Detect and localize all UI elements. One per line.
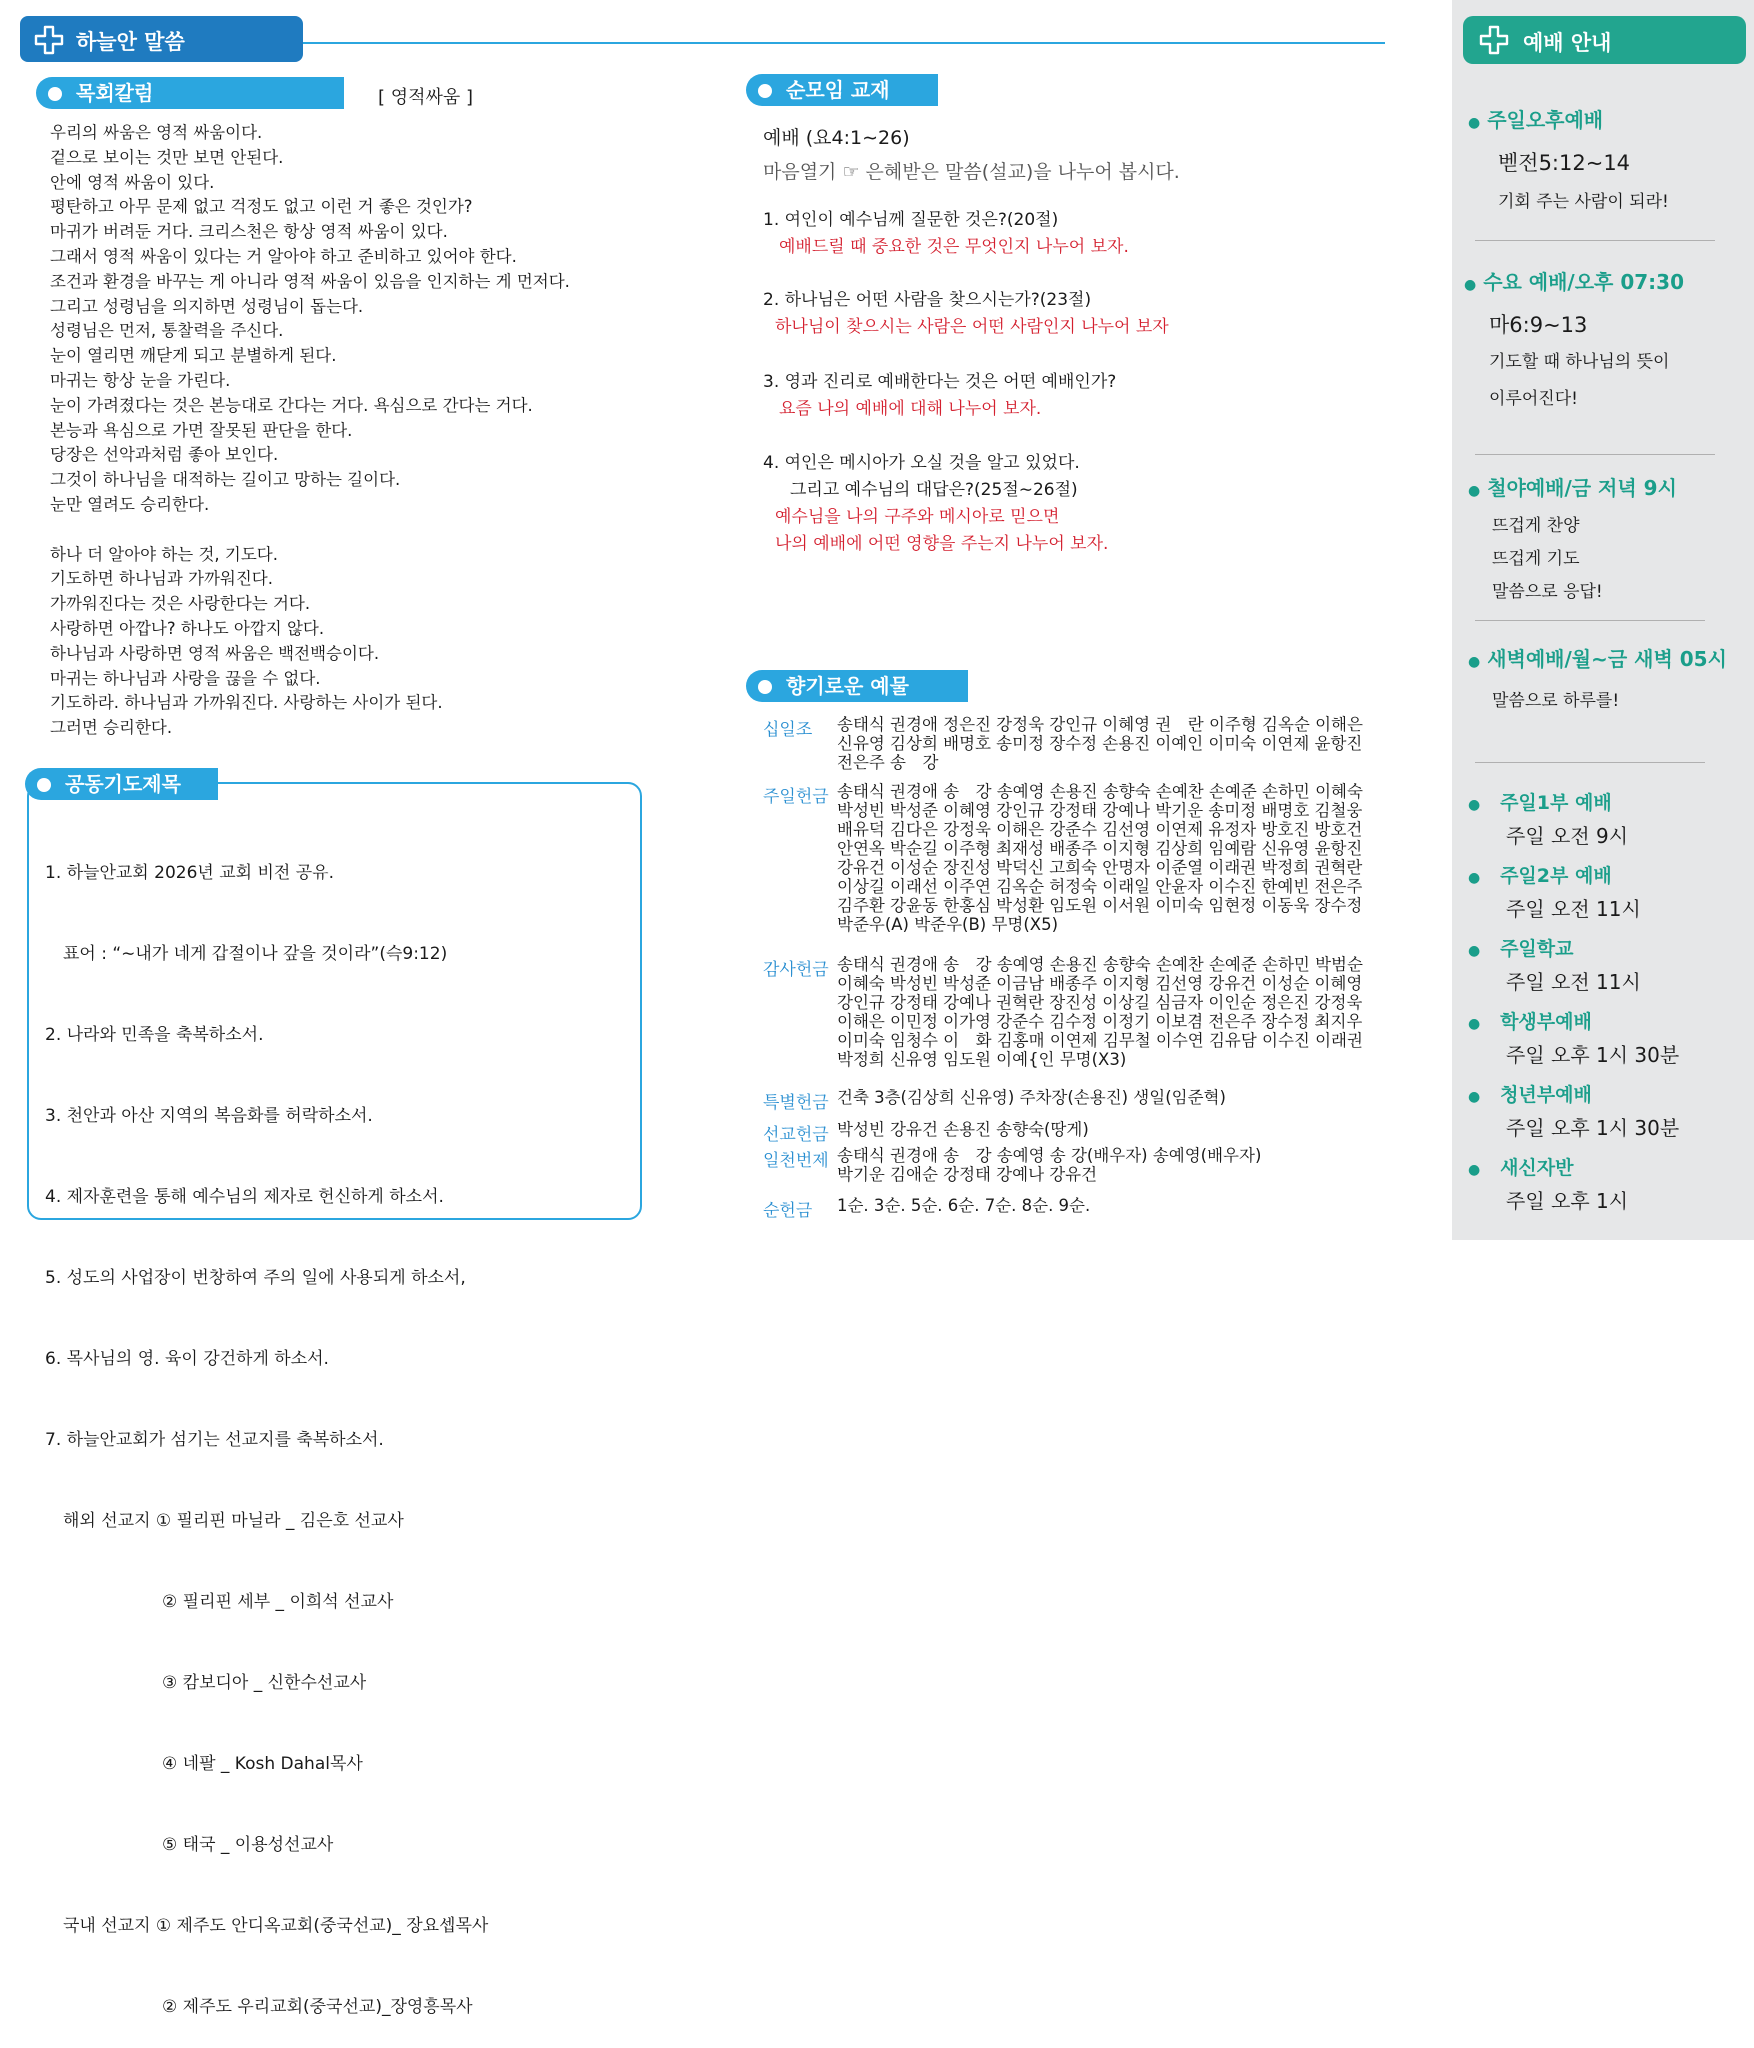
divider [1475, 762, 1705, 763]
text-line: 사랑하면 아깝나? 하나도 아깝지 않다. [50, 618, 325, 638]
cell-worship-reference: 예배 (요4:1∼26) [763, 127, 910, 149]
service-line: 뜨겁게 기도 [1492, 549, 1580, 569]
offering-names: 송태식 권경애 송 강 송예영 손용진 송향숙 손예찬 손예준 손하민 이혜숙 박성빈 박성준 이혜영 강인규 강정태 강예나 박기운 송미정 배명호 김철웅 배유덕 김다은 강정욱 이해은 강준수 김선영 이연제 유정자 방호진 방호건 안연옥 박순길 이주형 최재성 배종주 이지형 김상희 임예람 신유영 윤항진 강유건 이성순 장진성 박덕신 고희숙 안명자 이준열 이래권 박정희 권혁란 이상길 이래선 이주연 김옥순 허정숙 이래일 안윤자 이수진 한예빈 전은주 김주환 강윤동 한홍심 박성환 임도원 이서원 이미숙 임현정 이동욱 장수정 박준우(A) 박준우(B) 무명(X5) [837, 782, 1363, 934]
offering-label: 일천번제 [763, 1151, 829, 1171]
schedule-item [1468, 788, 1628, 849]
text-line [50, 518, 570, 543]
service-line: 벧전5:12∼14 [1498, 151, 1631, 175]
text-line: 눈이 가려졌다는 것은 본능대로 간다는 거다. 욕심으로 간다는 거다. [50, 395, 533, 415]
schedule-item [1468, 1007, 1679, 1068]
worship-guide-heading [1463, 16, 1746, 64]
schedule-time: 주일 오후 1시 [1506, 1189, 1629, 1213]
question-prompt: 예수님을 나의 구주와 메시아로 믿으면 [775, 507, 1060, 527]
schedule-item [1468, 861, 1641, 922]
text-line: 안에 영적 싸움이 있다. [50, 172, 215, 192]
prayer-body [45, 806, 488, 2048]
service-item [1464, 266, 1684, 409]
offering-names: 송태식 권경애 정은진 강정욱 강인규 이혜영 권 란 이주형 김옥순 이해은 신유영 김상희 배명호 송미정 장수정 손용진 이예인 이미숙 이연제 윤항진 전은주 송 강 [837, 715, 1363, 772]
offerings-list [763, 0, 1403, 1240]
service-title: ● 새벽예배/월∼금 새벽 05시 [1468, 647, 1727, 671]
offering-names: 건축 3층(김상희 신유영) 주차장(손용진) 생일(임준혁) [837, 1088, 1226, 1107]
service-title: ● 주일오후예배 [1468, 108, 1604, 132]
schedule-time: 주일 오후 1시 30분 [1506, 1043, 1680, 1067]
header-bar [20, 16, 303, 62]
text-line: 평탄하고 아무 문제 없고 걱정도 없고 이런 거 좋은 것인가? [50, 197, 473, 217]
service-item [1468, 643, 1727, 711]
cell-material-heading: 순모임 교재 [746, 74, 938, 106]
bullet-dot-icon [48, 87, 62, 101]
question-text: 4. 여인은 메시아가 오실 것을 알고 있었다. [763, 453, 1080, 473]
service-title: ● 철야예배/금 저녁 9시 [1468, 476, 1677, 500]
divider [1475, 620, 1705, 621]
prayer-line: 표어 : “∼내가 네게 갑절이나 갚을 것이라”(슥9:12) [63, 944, 448, 964]
prayer-line: ③ 캄보디아 _ 신한수선교사 [162, 1673, 367, 1693]
text-line: 하나 더 알아야 하는 것, 기도다. [50, 544, 278, 564]
header-title: 하늘안 말씀 [76, 30, 185, 54]
schedule-title: ● 학생부예배 [1468, 1011, 1592, 1033]
schedule-time: 주일 오전 11시 [1506, 970, 1641, 994]
schedule-title: ● 주일학교 [1468, 938, 1574, 960]
bullet-dot-icon [37, 778, 51, 792]
pastor-column-body [50, 121, 570, 741]
text-line: 성령님은 먼저, 통찰력을 주신다. [50, 321, 284, 341]
service-line: 기회 주는 사람이 되라! [1498, 192, 1669, 212]
text-line: 그러면 승리한다. [50, 718, 173, 738]
question-text: 3. 영과 진리로 예배한다는 것은 어떤 예배인가? [763, 372, 1117, 392]
prayer-line: ⑤ 태국 _ 이용성선교사 [162, 1835, 334, 1855]
prayer-heading: 공동기도제목 [25, 768, 218, 800]
service-title: ● 수요 예배/오후 07:30 [1464, 270, 1684, 294]
question-prompt: 나의 예배에 어떤 영향을 주는지 나누어 보자. [775, 534, 1109, 554]
cell-opening: 마음열기 ☞ 은혜받은 말씀(설교)을 나누어 봅시다. [763, 161, 1180, 183]
prayer-line: 2. 나라와 민족을 축복하소서. [45, 1025, 264, 1045]
prayer-line: 7. 하늘안교회가 섬기는 선교지를 축복하소서. [45, 1430, 384, 1450]
prayer-line: ② 제주도 우리교회(중국선교)_장영흥목사 [162, 1997, 473, 2017]
text-line: 본능과 욕심으로 가면 잘못된 판단을 한다. [50, 420, 353, 440]
offering-label: 주일헌금 [763, 787, 829, 807]
service-line: 이루어진다! [1489, 389, 1578, 409]
schedule-title: ● 새신자반 [1468, 1157, 1574, 1179]
text-line: 기도하면 하나님과 가까워진다. [50, 569, 273, 589]
prayer-line: 6. 목사님의 영. 육이 강건하게 하소서. [45, 1349, 329, 1369]
pastor-column-heading: 목회칼럼 [36, 77, 344, 109]
offering-label: 순헌금 [763, 1201, 813, 1221]
text-line: 가까워진다는 것은 사랑한다는 거다. [50, 594, 311, 614]
question-text: 2. 하나님은 어떤 사람을 찾으시는가?(23절) [763, 290, 1092, 310]
schedule-item [1468, 1080, 1679, 1141]
prayer-line: 3. 천안과 아산 지역의 복음화를 허락하소서. [45, 1106, 373, 1126]
text-line: 눈이 열리면 깨닫게 되고 분별하게 된다. [50, 346, 337, 366]
offering-names: 박성빈 강유건 손용진 송향숙(땅게) [837, 1120, 1089, 1139]
prayer-line: 5. 성도의 사업장이 번창하여 주의 일에 사용되게 하소서, [45, 1268, 466, 1288]
schedule-time: 주일 오후 1시 30분 [1506, 1116, 1680, 1140]
schedule-item [1468, 1153, 1628, 1214]
offerings-heading: 향기로운 예물 [746, 670, 968, 702]
service-line: 말씀으로 응답! [1492, 582, 1603, 602]
divider [1475, 454, 1715, 455]
offering-label: 십일조 [763, 720, 813, 740]
schedule-title: ● 주일2부 예배 [1468, 865, 1612, 887]
service-line: 마6:9∼13 [1489, 313, 1588, 337]
offering-names: 송태식 권경애 송 강 송예영 손용진 송향숙 손예찬 손예준 손하민 박범순 이혜숙 박성빈 박성준 이금남 배종주 이지형 김선영 강유건 이성순 이혜영 강인규 강정태 강예나 권혁란 장진성 이상길 심금자 이인순 정은진 강정욱 이해은 이민정 이가영 강준수 김수정 이정기 이보겸 전은주 장수정 최지우 이미숙 임청수 이 화 김홍매 이연제 김무철 이수연 김유담 이수진 이래권 박정희 신유영 임도원 이예{인 무명(X3) [837, 955, 1363, 1069]
offering-label: 특별헌금 [763, 1093, 829, 1113]
text-line: 조건과 환경을 바꾸는 게 아니라 영적 싸움이 있음을 인지하는 게 먼저다. [50, 271, 570, 291]
worship-guide-title: 예배 안내 [1523, 31, 1612, 55]
offering-names: 1순. 3순. 5순. 6순. 7순. 8순. 9순. [837, 1196, 1091, 1215]
cross-icon [1479, 25, 1509, 55]
text-line: 그리고 성령님을 의지하면 성령님이 돕는다. [50, 296, 364, 316]
text-line: 하나님과 사랑하면 영적 싸움은 백전백승이다. [50, 643, 380, 663]
schedule-time: 주일 오전 9시 [1506, 824, 1629, 848]
question-prompt: 요즘 나의 예배에 대해 나누어 보자. [779, 399, 1042, 419]
text-line: 그것이 하나님을 대적하는 길이고 망하는 길이다. [50, 470, 401, 490]
service-item [1468, 104, 1669, 212]
service-item [1468, 472, 1677, 602]
offering-names: 송태식 권경애 송 강 송예영 송 강(배우자) 송예영(배우자) 박기운 김애순 강정태 강예나 강유건 [837, 1146, 1262, 1184]
pastor-column-subtitle: [ 영적싸움 ] [378, 87, 474, 108]
text-line: 마귀는 하나님과 사랑을 끊을 수 없다. [50, 668, 321, 688]
text-line: 그래서 영적 싸움이 있다는 거 알아야 하고 준비하고 있어야 한다. [50, 246, 517, 266]
text-line: 마귀는 항상 눈을 가린다. [50, 370, 231, 390]
schedule-title: ● 주일1부 예배 [1468, 792, 1612, 814]
schedule-title: ● 청년부예배 [1468, 1084, 1592, 1106]
text-line: 마귀가 버려둔 거다. 크리스천은 항상 영적 싸움이 있다. [50, 222, 448, 242]
text-line: 기도하라. 하나님과 가까워진다. 사랑하는 사이가 된다. [50, 693, 443, 713]
prayer-line: ④ 네팔 _ Kosh Dahal목사 [162, 1754, 363, 1774]
service-line: 기도할 때 하나님의 뜻이 [1489, 352, 1670, 372]
text-line: 눈만 열려도 승리한다. [50, 494, 210, 514]
schedule-time: 주일 오전 11시 [1506, 897, 1641, 921]
service-line: 뜨겁게 찬양 [1492, 516, 1580, 536]
divider [1475, 240, 1715, 241]
prayer-line: 4. 제자훈련을 통해 예수님의 제자로 헌신하게 하소서. [45, 1187, 444, 1207]
prayer-line: 해외 선교지 ① 필리핀 마닐라 _ 김은호 선교사 [63, 1511, 404, 1531]
text-line: 우리의 싸움은 영적 싸움이다. [50, 123, 263, 142]
prayer-line: 1. 하늘안교회 2026년 교회 비전 공유. [45, 863, 334, 883]
prayer-line: ② 필리핀 세부 _ 이희석 선교사 [162, 1592, 394, 1612]
cross-icon [34, 25, 64, 55]
question-text: 1. 여인이 예수님께 질문한 것은?(20절) [763, 210, 1059, 230]
text-line: 당장은 선악과처럼 좋아 보인다. [50, 445, 279, 465]
question-text: 그리고 예수님의 대답은?(25절∼26절) [790, 480, 1078, 500]
offering-label: 감사헌금 [763, 960, 829, 980]
question-prompt: 하나님이 찾으시는 사람은 어떤 사람인지 나누어 보자 [775, 317, 1169, 337]
service-line: 말씀으로 하루를! [1492, 691, 1620, 711]
question-prompt: 예배드릴 때 중요한 것은 무엇인지 나누어 보자. [779, 237, 1129, 257]
prayer-line: 국내 선교지 ① 제주도 안디옥교회(중국선교)_ 장요셉목사 [63, 1916, 489, 1936]
schedule-item [1468, 934, 1641, 995]
text-line: 겉으로 보이는 것만 보면 안된다. [50, 147, 284, 167]
offering-label: 선교헌금 [763, 1125, 829, 1145]
